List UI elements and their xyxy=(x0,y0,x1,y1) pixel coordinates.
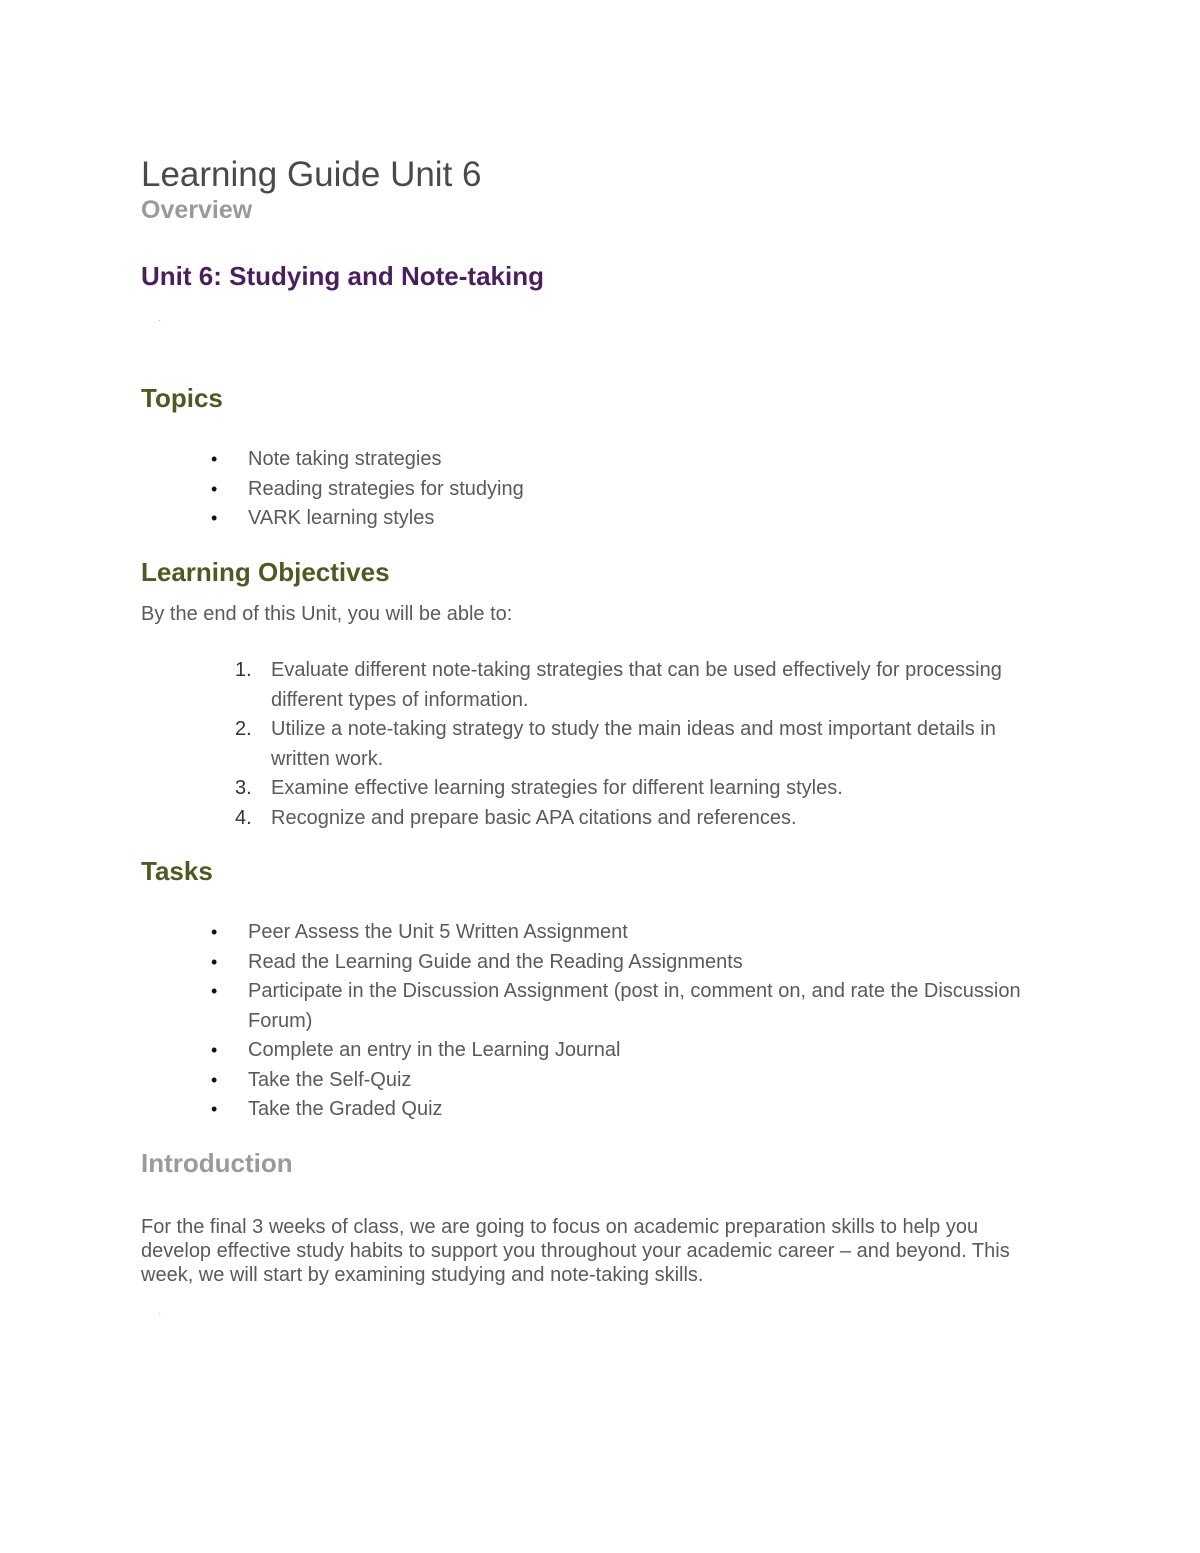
task-text: Peer Assess the Unit 5 Written Assignment xyxy=(248,921,628,943)
task-text: Complete an entry in the Learning Journal xyxy=(248,1039,621,1061)
tasks-list xyxy=(141,918,1048,1125)
bullet-icon: • xyxy=(211,449,218,469)
task-text: Take the Graded Quiz xyxy=(248,1098,443,1120)
list-item xyxy=(141,656,1041,715)
topics-heading: Topics xyxy=(141,383,223,413)
bullet-icon: • xyxy=(211,1040,218,1060)
bullet-icon: • xyxy=(211,951,218,972)
page-subtitle: Overview xyxy=(141,196,253,224)
task-text: Read the Learning Guide and the Reading Assignments xyxy=(248,950,743,973)
task-text: Participate in the Discussion Assignment (post in, comment on, and rate the Discussion Forum) xyxy=(248,980,1021,1032)
list-item xyxy=(141,948,1048,978)
page-title: Learning Guide Unit 6 xyxy=(141,155,482,194)
objective-text: Utilize a note-taking strategy to study the main ideas and most important details in written work. xyxy=(271,718,996,770)
list-item xyxy=(141,918,1048,948)
objective-text: Examine effective learning strategies for different learning styles. xyxy=(271,777,843,799)
stray-mark: · xyxy=(158,315,162,326)
objectives-list xyxy=(141,656,1041,833)
unit-heading: Unit 6: Studying and Note-taking xyxy=(141,261,544,291)
topics-list xyxy=(141,445,1048,534)
bullet-icon: • xyxy=(211,922,218,942)
list-item xyxy=(141,804,1041,834)
bullet-icon: • xyxy=(211,981,218,1001)
list-item xyxy=(141,504,1048,534)
task-text: Take the Self-Quiz xyxy=(248,1068,412,1091)
topic-text: VARK learning styles xyxy=(248,507,435,529)
stray-mark: · xyxy=(158,1308,162,1319)
item-number: 1. xyxy=(235,659,252,681)
bullet-icon: • xyxy=(211,508,218,528)
list-item xyxy=(141,1036,1048,1066)
list-item xyxy=(141,774,1041,804)
list-item xyxy=(141,715,1041,774)
list-item xyxy=(141,1066,1048,1096)
bullet-icon: • xyxy=(211,478,218,499)
item-number: 2. xyxy=(235,718,252,740)
list-item xyxy=(141,977,1048,1036)
topic-text: Note taking strategies xyxy=(248,448,442,470)
item-number: 4. xyxy=(235,806,252,829)
introduction-paragraph: For the final 3 weeks of class, we are going to focus on academic preparation skills to help you develop effective study habits to support you throughout your academic career – and beyond. This week, we will start by examining studying and note-taking skills. xyxy=(141,1216,1010,1286)
list-item xyxy=(141,445,1048,475)
tasks-heading: Tasks xyxy=(141,856,213,886)
item-number: 3. xyxy=(235,777,252,799)
bullet-icon: • xyxy=(211,1069,218,1090)
list-item xyxy=(141,475,1048,505)
objectives-intro: By the end of this Unit, you will be able to: xyxy=(141,603,513,625)
introduction-heading: Introduction xyxy=(141,1148,293,1178)
objective-text: Recognize and prepare basic APA citations and references. xyxy=(271,806,797,829)
list-item xyxy=(141,1095,1048,1125)
objectives-heading: Learning Objectives xyxy=(141,557,390,587)
topic-text: Reading strategies for studying xyxy=(248,477,524,500)
objective-text: Evaluate different note-taking strategies that can be used effectively for processing different types of information. xyxy=(271,659,1002,711)
bullet-icon: • xyxy=(211,1099,218,1119)
